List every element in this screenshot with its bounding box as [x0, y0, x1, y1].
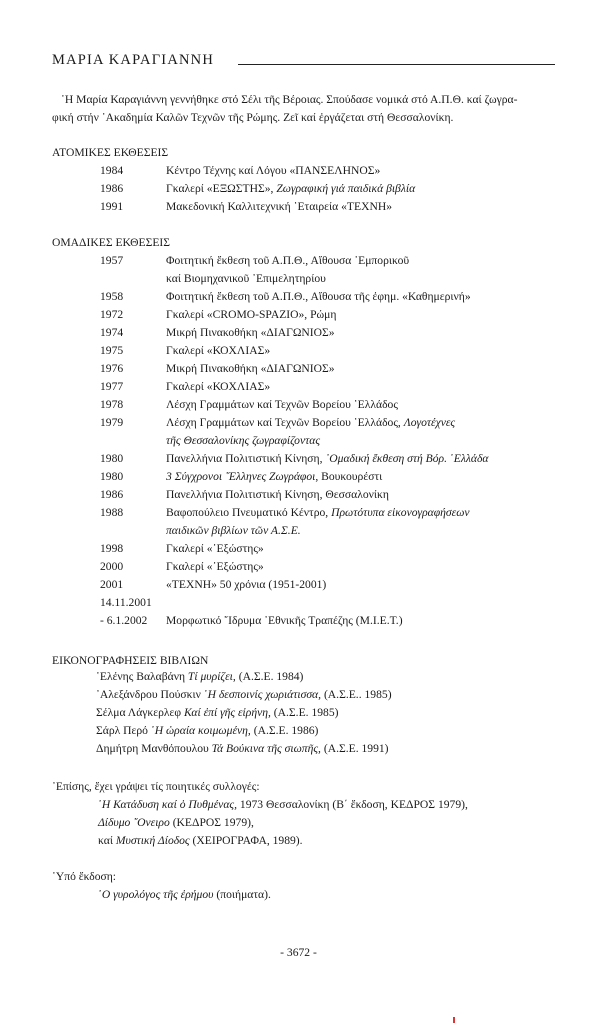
exhibition-year: 1991: [100, 200, 124, 213]
exhibition-year: 2000: [100, 560, 124, 573]
exhibition-row: [52, 252, 557, 288]
solo-exhibitions-heading: ΑΤΟΜΙΚΕΣ ΕΚΘΕΣΕΙΣ: [52, 146, 169, 159]
solo-exhibitions-list: [52, 162, 557, 216]
exhibition-row: [52, 504, 557, 540]
poetry-item: ῾Η Κατάδυση καί ὁ Πυθμένας, 1973 Θεσσαλονίκη (Β΄ ἔκδοση, ΚΕΔΡΟΣ 1979),: [98, 798, 468, 811]
exhibition-row: [52, 306, 557, 324]
exhibition-year: 1977: [100, 380, 124, 393]
header-rule: [238, 64, 555, 65]
exhibition-venue: Πανελλήνια Πολιτιστική Κίνηση, Θεσσαλονίκη: [166, 488, 389, 501]
exhibition-year: 1975: [100, 344, 124, 357]
exhibition-row: [52, 540, 557, 558]
book-item: Σάρλ Περό ῾Η ὡραία κοιμωμένη, (Α.Σ.Ε. 1986): [96, 724, 319, 737]
poetry-intro: ᾿Επίσης, ἔχει γράψει τίς ποιητικές συλλογές:: [52, 780, 260, 793]
exhibition-year: 1972: [100, 308, 124, 321]
header: [52, 52, 555, 72]
exhibition-row: [52, 378, 557, 396]
exhibition-year: 1984: [100, 164, 124, 177]
exhibition-year: 1986: [100, 488, 124, 501]
poetry-item: Δίδυμο ῎Ονειρο (ΚΕΔΡΟΣ 1979),: [98, 816, 254, 829]
poetry-section: [52, 778, 557, 850]
exhibition-venue: Κέντρο Τέχνης καί Λόγου «ΠΑΝΣΕΛΗΝΟΣ»: [166, 164, 381, 177]
exhibition-venue: Φοιτητική ἔκθεση τοῦ Α.Π.Θ., Αἴθουσα ᾿Εμπορικοῦ καί Βιομηχανικοῦ ᾿Επιμελητηρίου: [166, 254, 410, 285]
biography-line: φική στήν ᾿Ακαδημία Καλῶν Τεχνῶν τῆς Ρώμης. Ζεῖ καί ἐργάζεται στή Θεσσαλονίκη.: [52, 111, 454, 124]
forthcoming-label: ῾Υπό ἔκδοση:: [52, 870, 117, 883]
group-exhibitions-heading: ΟΜΑΔΙΚΕΣ ΕΚΘΕΣΕΙΣ: [52, 236, 171, 249]
exhibition-venue: [166, 594, 557, 612]
book-item: ῾Ελένης Βαλαβάνη Τί μυρίζει, (Α.Σ.Ε. 1984): [96, 670, 304, 683]
exhibition-venue: Πανελλήνια Πολιτιστική Κίνηση, ᾿Ομαδική ἔκθεση στή Βόρ. ῾Ελλάδα: [166, 452, 489, 465]
exhibition-venue: Βαφοπούλειο Πνευματικό Κέντρο, Πρωτότυπα εἰκονογραφήσεων παιδικῶν βιβλίων τῶν Α.Σ.Ε.: [166, 506, 470, 537]
exhibition-year: 1980: [100, 452, 124, 465]
book-item: Σέλμα Λάγκερλεφ Καί ἐπί γῆς εἰρήνη, (Α.Σ.Ε. 1985): [96, 706, 339, 719]
author-title: ΜΑΡΙΑ ΚΑΡΑΓΙΑΝΝΗ: [52, 52, 215, 68]
exhibition-year: 2001: [100, 578, 124, 591]
exhibition-venue: Γκαλερί «CROMO-SPAZIO», Ρώμη: [166, 308, 337, 321]
exhibition-row: [52, 612, 557, 630]
exhibition-row: [52, 324, 557, 342]
exhibition-venue: Γκαλερί «ΚΟΧΛΙΑΣ»: [166, 344, 271, 357]
red-mark: [453, 1017, 455, 1023]
exhibition-row: [52, 414, 557, 450]
poetry-item: καί Μυστική Δίοδος (ΧΕΙΡΟΓΡΑΦΑ, 1989).: [98, 834, 303, 847]
exhibition-row: [52, 468, 557, 486]
exhibition-row: [52, 396, 557, 414]
exhibition-venue: Μικρή Πινακοθήκη «ΔΙΑΓΩΝΙΟΣ»: [166, 362, 335, 375]
exhibition-venue: Μικρή Πινακοθήκη «ΔΙΑΓΩΝΙΟΣ»: [166, 326, 335, 339]
exhibition-year: 1986: [100, 182, 124, 195]
page-number: - 3672 -: [280, 946, 317, 959]
exhibition-year: 1979: [100, 416, 124, 429]
exhibition-year: 1980: [100, 470, 124, 483]
exhibition-venue: «ΤΕΧΝΗ» 50 χρόνια (1951-2001): [166, 578, 327, 591]
exhibition-row: [52, 558, 557, 576]
exhibition-year: - 6.1.2002: [100, 614, 148, 627]
forthcoming-item: ῾Ο γυρολόγος τῆς ἐρήμου (ποιήματα).: [98, 888, 271, 901]
exhibition-venue: Γκαλερί «᾿Εξώστης»: [166, 560, 264, 573]
exhibition-venue: Μορφωτικό ῎Ιδρυμα ᾿Εθνικῆς Τραπέζης (Μ.Ι.Ε.Τ.): [166, 614, 403, 627]
exhibition-row: [52, 198, 557, 216]
exhibition-row: [52, 288, 557, 306]
exhibition-row: [52, 162, 557, 180]
illustrations-heading: ΕΙΚΟΝΟΓΡΑΦΗΣΕΙΣ ΒΙΒΛΙΩΝ: [52, 654, 209, 667]
exhibition-year: 1988: [100, 506, 124, 519]
exhibition-row: [52, 342, 557, 360]
exhibition-venue: Μακεδονική Καλλιτεχνική ῾Εταιρεία «ΤΕΧΝΗ»: [166, 200, 393, 213]
exhibition-year: 14.11.2001: [100, 596, 152, 609]
book-item: Δημήτρη Μανθόπουλου Τά Βούκινα τῆς σιωπῆς, (Α.Σ.Ε. 1991): [96, 742, 389, 755]
exhibition-year: 1998: [100, 542, 124, 555]
exhibition-venue: Φοιτητική ἔκθεση τοῦ Α.Π.Θ., Αἴθουσα τῆς ἐφημ. «Καθημερινή»: [166, 290, 471, 303]
biography-paragraph: [52, 91, 557, 127]
exhibition-year: 1957: [100, 254, 124, 267]
exhibition-venue: Λέσχη Γραμμάτων καί Τεχνῶν Βορείου ῾Ελλάδος, Λογοτέχνες τῆς Θεσσαλονίκης ζωγραφίζοντας: [166, 416, 456, 447]
exhibition-row: [52, 576, 557, 594]
exhibition-venue: 3 Σύγχρονοι ῞Ελληνες Ζωγράφοι, Βουκουρέστι: [166, 470, 383, 483]
exhibition-year: 1958: [100, 290, 124, 303]
group-exhibitions-list: [52, 252, 557, 630]
biography-line: ῾Η Μαρία Καραγιάννη γεννήθηκε στό Σέλι τῆς Βέροιας. Σπούδασε νομικά στό Α.Π.Θ. καί ζωγρα-: [61, 93, 518, 106]
exhibition-venue: Γκαλερί «ΚΟΧΛΙΑΣ»: [166, 380, 271, 393]
exhibition-venue: Λέσχη Γραμμάτων καί Τεχνῶν Βορείου ῾Ελλάδος: [166, 398, 398, 411]
exhibition-year: 1976: [100, 362, 124, 375]
exhibition-row: [52, 594, 557, 612]
exhibition-year: 1974: [100, 326, 124, 339]
exhibition-year: 1978: [100, 398, 124, 411]
illustrations-list: [96, 668, 392, 758]
exhibition-venue: Γκαλερί «᾿Εξώστης»: [166, 542, 264, 555]
exhibition-row: [52, 450, 557, 468]
forthcoming-section: [52, 868, 557, 904]
exhibition-venue: Γκαλερί «ΕΞΩΣΤΗΣ», Ζωγραφική γιά παιδικά βιβλία: [166, 182, 416, 195]
exhibition-row: [52, 486, 557, 504]
exhibition-row: [52, 360, 557, 378]
exhibition-row: [52, 180, 557, 198]
book-item: ᾿Αλεξάνδρου Πούσκιν ῾Η δεσποινίς χωριάτισσα, (Α.Σ.Ε.. 1985): [96, 688, 392, 701]
